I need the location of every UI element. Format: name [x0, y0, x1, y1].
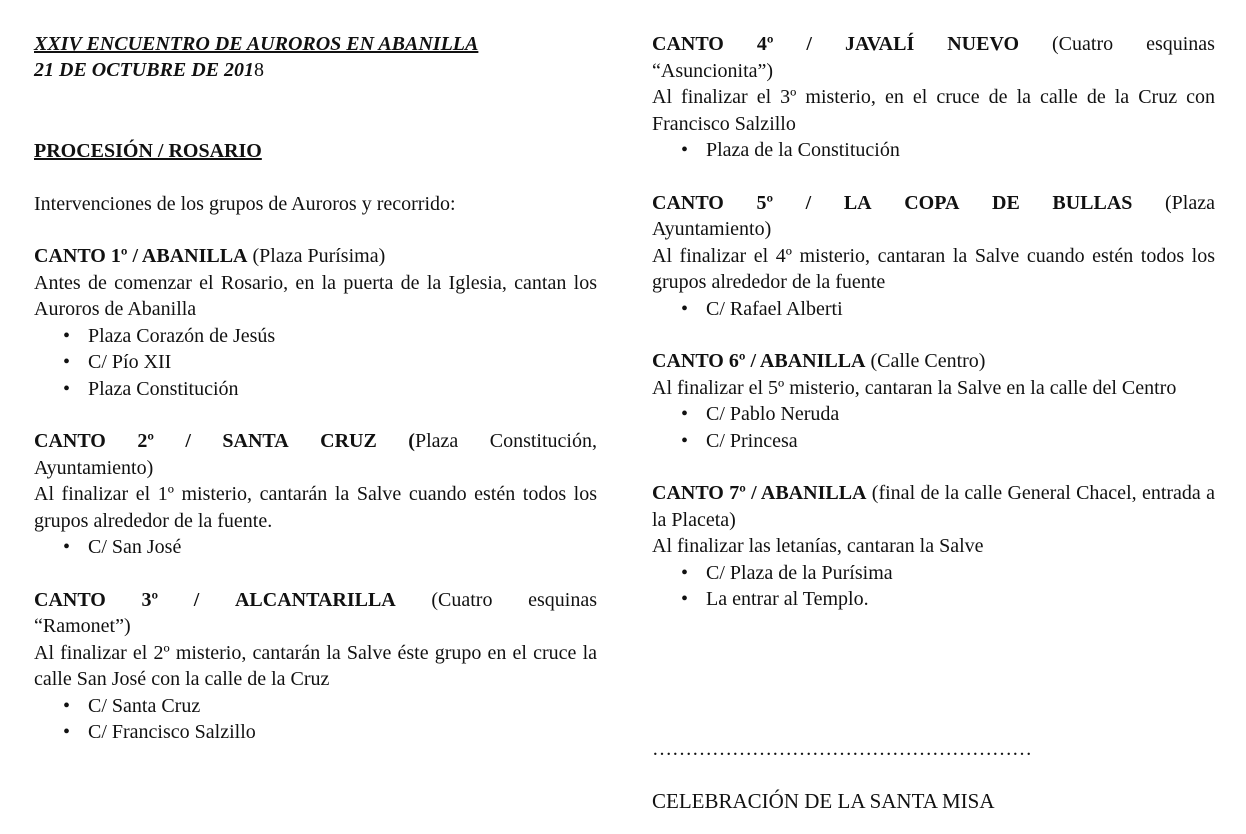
route-item: • C/ Princesa: [681, 428, 1215, 455]
canto-3-heading: CANTO 3º / ALCANTARILLA (Cuatro esquinas: [34, 588, 597, 611]
left-column: [34, 31, 597, 746]
route-item: • C/ Pablo Neruda: [681, 401, 1215, 428]
dotted-separator: …………………………………………………: [652, 738, 1032, 760]
canto-1-text: Antes de comenzar el Rosario, en la puerta de la Iglesia, cantan los Auroros de Abanilla: [34, 271, 597, 320]
canto-4-text: Al finalizar el 3º misterio, en el cruce de la calle de la Cruz con Francisco Salzillo: [652, 86, 1215, 135]
canto-3: CANTO 3º / ALCANTARILLA (Cuatro esquinas “Ramonet”) Al finalizar el 2º misterio, cantarán la Salve éste grupo en el cruce la calle San José con la calle de la Cruz • C/ Santa Cruz • C/ Francisco Salzillo: [34, 587, 597, 746]
canto-6-text: Al finalizar el 5º misterio, cantaran la Salve en la calle del Centro: [652, 376, 1177, 399]
section-title: PROCESIÓN / ROSARIO: [34, 140, 262, 162]
canto-2: CANTO 2º / SANTA CRUZ (Plaza Constitución, Ayuntamiento) Al finalizar el 1º misterio, cantarán la Salve cuando estén todos los grupos alrededor de la fuente. • C/ San José: [34, 428, 597, 561]
canto-3-text: Al finalizar el 2º misterio, cantarán la Salve éste grupo en el cruce la calle San José con la calle de la Cruz: [34, 641, 597, 690]
route-item: • C/ Pío XII: [63, 349, 597, 376]
canto-1-route: [34, 323, 597, 403]
canto-2-route: [34, 534, 597, 561]
route-item: • C/ San José: [63, 534, 597, 561]
event-title: [34, 31, 597, 83]
route-item: • Plaza Corazón de Jesús: [63, 323, 597, 350]
route-item: • C/ Santa Cruz: [63, 693, 597, 720]
canto-4-route: [652, 137, 1215, 164]
route-item: • C/ Rafael Alberti: [681, 296, 1215, 323]
route-item: • Plaza de la Constitución: [681, 137, 1215, 164]
route-item: • C/ Francisco Salzillo: [63, 719, 597, 746]
canto-7-heading: CANTO 7º / ABANILLA (final de la calle General Chacel, entrada a la Placeta): [652, 482, 1215, 531]
canto-7: [652, 480, 1215, 613]
route-item: • Plaza Constitución: [63, 376, 597, 403]
canto-4: CANTO 4º / JAVALÍ NUEVO (Cuatro esquinas “Asuncionita”) Al finalizar el 3º misterio, en el cruce de la calle de la Cruz con Francisco Salzillo • Plaza de la Constitución: [652, 31, 1215, 164]
canto-7-text: Al finalizar las letanías, cantaran la Salve: [652, 535, 984, 557]
route-item: • C/ Plaza de la Purísima: [681, 560, 1215, 587]
canto-5-route: [652, 296, 1215, 323]
canto-2-heading: CANTO 2º / SANTA CRUZ (Plaza Constitución,: [34, 430, 597, 452]
canto-5-text: Al finalizar el 4º misterio, cantaran la Salve cuando estén todos los grupos alrededor de la fuente: [652, 244, 1215, 293]
canto-6: [652, 348, 1215, 454]
canto-5-heading: CANTO 5º / LA COPA DE BULLAS (Plaza: [652, 191, 1215, 214]
canto-6-route: [652, 401, 1215, 454]
canto-5: CANTO 5º / LA COPA DE BULLAS (Plaza Ayuntamiento) Al finalizar el 4º misterio, cantaran la Salve cuando estén todos los grupos alrededor de la fuente • C/ Rafael Alberti: [652, 190, 1215, 323]
canto-7-route: [652, 560, 1215, 613]
route-item: • La entrar al Templo.: [681, 586, 1215, 613]
right-column: [652, 31, 1215, 613]
canto-1-heading: CANTO 1º / ABANILLA (Plaza Purísima): [34, 245, 386, 267]
event-date: 21 DE OCTUBRE DE 2018: [34, 59, 265, 81]
canto-3-route: [34, 693, 597, 746]
canto-6-heading: CANTO 6º / ABANILLA (Calle Centro): [652, 350, 986, 372]
canto-4-heading: CANTO 4º / JAVALÍ NUEVO (Cuatro esquinas: [652, 33, 1215, 55]
event-title-line1: XXIV ENCUENTRO DE AUROROS EN ABANILLA: [34, 33, 479, 55]
footer-title: CELEBRACIÓN DE LA SANTA MISA: [652, 789, 995, 813]
canto-1: [34, 243, 597, 402]
canto-2-text: Al finalizar el 1º misterio, cantarán la Salve cuando estén todos los grupos alrededor de la fuente.: [34, 483, 597, 532]
intro-text: Intervenciones de los grupos de Auroros y recorrido:: [34, 192, 456, 215]
